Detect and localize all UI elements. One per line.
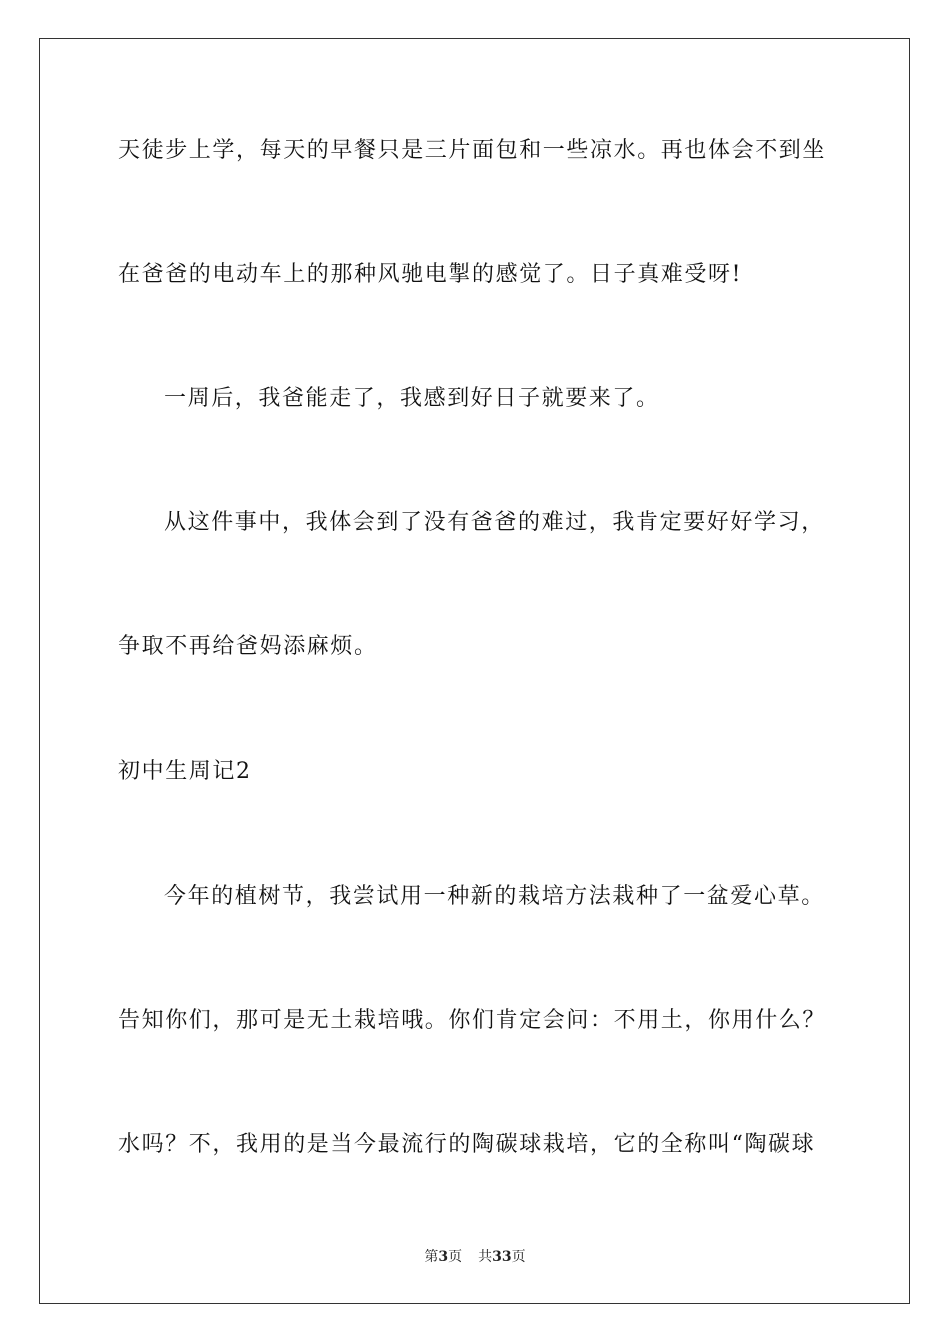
page-border — [39, 38, 910, 1304]
footer-page-prefix: 第 — [424, 1249, 439, 1265]
footer-total-prefix: 共 — [478, 1249, 493, 1265]
text-line-2: 在爸爸的电动车上的那种风驰电掣的感觉了。日子真难受呀! — [118, 262, 743, 287]
text-line-8: 告知你们，那可是无土栽培哦。你们肯定会问：不用土，你用什么？ — [118, 1008, 827, 1033]
text-line-9: 水吗？不，我用的是当今最流行的陶碳球栽培，它的全称叫“陶碳球 — [118, 1132, 816, 1157]
footer-page-number: 3 — [438, 1249, 449, 1265]
footer-total-number: 33 — [492, 1249, 512, 1265]
text-line-5: 争取不再给爸妈添麻烦。 — [118, 634, 378, 659]
section-heading: 初中生周记2 — [118, 759, 252, 784]
text-line-4: 从这件事中，我体会到了没有爸爸的难过，我肯定要好好学习， — [164, 510, 825, 535]
footer-total-suffix: 页 — [511, 1249, 526, 1265]
text-line-7: 今年的植树节，我尝试用一种新的栽培方法栽种了一盆爱心草。 — [164, 884, 825, 909]
footer-page-suffix: 页 — [448, 1249, 463, 1265]
text-line-1: 天徒步上学，每天的早餐只是三片面包和一些凉水。再也体会不到坐 — [118, 138, 827, 163]
page-footer — [0, 1247, 950, 1267]
text-line-3: 一周后，我爸能走了，我感到好日子就要来了。 — [164, 386, 660, 411]
